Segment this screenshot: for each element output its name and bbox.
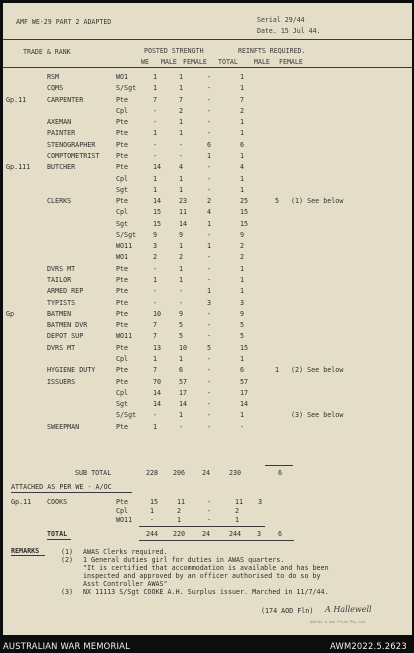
- row-female: -: [207, 118, 212, 126]
- row-female: -: [207, 231, 212, 239]
- row-male: -: [179, 423, 184, 431]
- row-total: 2: [240, 242, 245, 250]
- row-rank: Sgt: [116, 400, 129, 408]
- subtotal-rule: [265, 465, 293, 466]
- row-male: 1: [179, 118, 184, 126]
- attached-female: -: [207, 516, 212, 524]
- row-we: -: [153, 107, 158, 115]
- row-female: -: [207, 332, 212, 340]
- row-trade: BATMEN: [47, 310, 72, 318]
- row-total: 17: [240, 389, 249, 397]
- row-male: 1: [179, 73, 184, 81]
- row-total: 1: [240, 186, 245, 194]
- row-we: 14: [153, 163, 162, 171]
- row-male: 1: [179, 265, 184, 273]
- row-rank: Cpl: [116, 355, 129, 363]
- remark-number: (3): [61, 588, 74, 596]
- row-male: 17: [179, 389, 188, 397]
- row-we: 1: [153, 84, 158, 92]
- row-total: 1: [240, 355, 245, 363]
- row-female: 1: [207, 152, 212, 160]
- col-reinf-male: MALE: [254, 58, 270, 66]
- row-rank: Pte: [116, 423, 129, 431]
- row-group: Gp.11: [6, 96, 27, 104]
- row-rank: Pte: [116, 197, 129, 205]
- attached-we: 15: [150, 498, 159, 506]
- row-male: -: [179, 152, 184, 160]
- header-rule-bottom: [3, 67, 412, 68]
- row-total: 1: [240, 276, 245, 284]
- row-female: -: [207, 129, 212, 137]
- row-we: 15: [153, 208, 162, 216]
- row-we: -: [153, 411, 158, 419]
- form-title: AMF WE-29 PART 2 ADAPTED: [16, 18, 112, 26]
- row-female: -: [207, 321, 212, 329]
- row-trade: BUTCHER: [47, 163, 76, 171]
- row-we: 10: [153, 310, 162, 318]
- row-rank: S/Sgt: [116, 231, 137, 239]
- remarks-underline: [11, 555, 45, 556]
- row-male: 5: [179, 321, 184, 329]
- total-reinf-male: 3: [257, 530, 262, 538]
- total-rule-top: [139, 526, 265, 527]
- row-male: 1: [179, 276, 184, 284]
- row-trade: ISSUERS: [47, 378, 76, 386]
- row-total: 1: [240, 287, 245, 295]
- row-female: -: [207, 389, 212, 397]
- row-male: 1: [179, 129, 184, 137]
- row-we: -: [153, 118, 158, 126]
- row-total: 1: [240, 84, 245, 92]
- row-rank: Pte: [116, 141, 129, 149]
- row-total: 9: [240, 231, 245, 239]
- remark-number: (1): [61, 548, 74, 556]
- row-female: -: [207, 310, 212, 318]
- row-trade: COMPTOMETRIST: [47, 152, 100, 160]
- row-female: 4: [207, 208, 212, 216]
- row-we: 7: [153, 321, 158, 329]
- row-male: 23: [179, 197, 188, 205]
- total-male: 220: [173, 530, 186, 538]
- row-rank: Pte: [116, 321, 129, 329]
- row-female: -: [207, 107, 212, 115]
- row-total: 1: [240, 73, 245, 81]
- row-we: 1: [153, 129, 158, 137]
- row-group: Gp.111: [6, 163, 31, 171]
- row-trade: ARMED REP: [47, 287, 84, 295]
- row-male: -: [179, 299, 184, 307]
- row-we: 3: [153, 242, 158, 250]
- attached-male: 11: [177, 498, 186, 506]
- attached-female: -: [207, 507, 212, 515]
- attached-male: 2: [177, 507, 182, 515]
- col-posted-strength: POSTED STRENGTH: [144, 47, 204, 55]
- row-reinf-male: 1: [275, 366, 280, 374]
- row-rank: WO1: [116, 73, 129, 81]
- row-rank: Sgt: [116, 220, 129, 228]
- row-trade: AXEMAN: [47, 118, 72, 126]
- row-rank: Pte: [116, 276, 129, 284]
- row-total: 2: [240, 253, 245, 261]
- row-female: 1: [207, 287, 212, 295]
- row-group: Gp: [6, 310, 15, 318]
- total-label: TOTAL: [47, 530, 68, 538]
- row-female: -: [207, 186, 212, 194]
- row-total: 1: [240, 175, 245, 183]
- row-female: -: [207, 96, 212, 104]
- row-total: -: [240, 423, 245, 431]
- row-rank: WO11: [116, 332, 133, 340]
- row-we: -: [153, 152, 158, 160]
- row-female: -: [207, 378, 212, 386]
- remark-text: Asst Controller AWAS": [83, 580, 168, 588]
- subtotal-label: SUB TOTAL: [75, 469, 112, 477]
- row-male: 1: [179, 242, 184, 250]
- row-note: (1) See below: [291, 197, 344, 205]
- row-trade: SWEEPMAN: [47, 423, 80, 431]
- row-we: 14: [153, 389, 162, 397]
- row-female: 2: [207, 197, 212, 205]
- col-reinfts-required: REINFTS REQUIRED.: [238, 47, 306, 55]
- row-trade: RSM: [47, 73, 60, 81]
- row-rank: WO1: [116, 253, 129, 261]
- row-female: -: [207, 411, 212, 419]
- total-total: 244: [229, 530, 242, 538]
- row-total: 14: [240, 400, 249, 408]
- document-date: Date. 15 Jul 44.: [257, 27, 321, 35]
- row-total: 6: [240, 141, 245, 149]
- subtotal-we: 228: [146, 469, 159, 477]
- subtotal-female: 24: [202, 469, 211, 477]
- row-trade: PAINTER: [47, 129, 76, 137]
- row-total: 25: [240, 197, 249, 205]
- row-trade: STENOGRAPHER: [47, 141, 96, 149]
- row-male: 7: [179, 96, 184, 104]
- row-male: 11: [179, 208, 188, 216]
- row-trade: CLERKS: [47, 197, 72, 205]
- attached-rank: Pte: [116, 498, 129, 506]
- row-female: -: [207, 276, 212, 284]
- row-reinf-male: 5: [275, 197, 280, 205]
- row-male: 4: [179, 163, 184, 171]
- row-male: -: [179, 141, 184, 149]
- row-male: 9: [179, 310, 184, 318]
- row-trade: TAILOR: [47, 276, 72, 284]
- row-male: 9: [179, 231, 184, 239]
- row-total: 1: [240, 411, 245, 419]
- row-male: 6: [179, 366, 184, 374]
- row-male: 14: [179, 220, 188, 228]
- row-we: 1: [153, 423, 158, 431]
- row-female: -: [207, 400, 212, 408]
- row-rank: Pte: [116, 299, 129, 307]
- row-we: 15: [153, 220, 162, 228]
- attached-female: -: [207, 498, 212, 506]
- col-female: FEMALE: [183, 58, 207, 66]
- row-trade: HYGIENE DUTY: [47, 366, 96, 374]
- row-we: 1: [153, 73, 158, 81]
- row-female: -: [207, 355, 212, 363]
- row-we: 1: [153, 186, 158, 194]
- row-we: 7: [153, 366, 158, 374]
- row-male: 14: [179, 400, 188, 408]
- printer-stamp: Ashley & Son Print Pty Ltd: [310, 620, 365, 624]
- row-total: 57: [240, 378, 249, 386]
- row-total: 5: [240, 321, 245, 329]
- attached-total: 11: [235, 498, 244, 506]
- footer-accession-number: AWM2022.5.2623: [330, 641, 407, 651]
- row-we: 1: [153, 175, 158, 183]
- col-trade-rank: TRADE & RANK: [23, 48, 71, 56]
- attached-trade: COOKS: [47, 498, 68, 506]
- row-rank: Pte: [116, 96, 129, 104]
- row-trade: DEPOT SUP: [47, 332, 84, 340]
- handwritten-signature: A Hallewell: [325, 605, 372, 614]
- row-female: 1: [207, 242, 212, 250]
- row-male: -: [179, 287, 184, 295]
- row-total: 5: [240, 332, 245, 340]
- row-total: 9: [240, 310, 245, 318]
- remark-text: inspected and approved by an officer authorised to do so by: [83, 572, 321, 580]
- row-we: -: [153, 141, 158, 149]
- remarks-label: REMARKS: [11, 547, 40, 555]
- attached-group: Gp.11: [11, 498, 32, 506]
- total-rule-bottom: [139, 540, 294, 541]
- attached-total: 2: [235, 507, 240, 515]
- attached-we: -: [150, 516, 155, 524]
- row-female: 1: [207, 220, 212, 228]
- row-female: -: [207, 175, 212, 183]
- remark-number: (2): [61, 556, 74, 564]
- row-female: -: [207, 73, 212, 81]
- row-trade: TYPISTS: [47, 299, 76, 307]
- row-male: 1: [179, 175, 184, 183]
- subtotal-male: 206: [173, 469, 186, 477]
- row-total: 4: [240, 163, 245, 171]
- row-we: 2: [153, 253, 158, 261]
- row-rank: Pte: [116, 118, 129, 126]
- row-trade: CQMS: [47, 84, 64, 92]
- row-we: 14: [153, 197, 162, 205]
- attached-rank: Cpl: [116, 507, 129, 515]
- row-trade: CARPENTER: [47, 96, 84, 104]
- row-rank: Cpl: [116, 208, 129, 216]
- row-male: 2: [179, 107, 184, 115]
- row-total: 15: [240, 220, 249, 228]
- row-we: 1: [153, 355, 158, 363]
- row-male: 1: [179, 84, 184, 92]
- row-female: -: [207, 366, 212, 374]
- row-total: 6: [240, 366, 245, 374]
- row-male: 1: [179, 355, 184, 363]
- attached-reinf-male: 3: [258, 498, 263, 506]
- row-male: 10: [179, 344, 188, 352]
- row-rank: S/Sgt: [116, 84, 137, 92]
- attached-rank: WO11: [116, 516, 133, 524]
- row-male: 2: [179, 253, 184, 261]
- row-we: 7: [153, 332, 158, 340]
- row-rank: WO11: [116, 242, 133, 250]
- col-male: MALE: [161, 58, 177, 66]
- row-rank: S/Sgt: [116, 411, 137, 419]
- row-note: (2) See below: [291, 366, 344, 374]
- row-trade: DVRS MT: [47, 344, 76, 352]
- sign-block: (174 AOD Fln): [261, 607, 314, 615]
- total-we: 244: [146, 530, 159, 538]
- remark-text: "It is certified that accommodation is available and has been: [83, 564, 329, 572]
- row-we: 9: [153, 231, 158, 239]
- row-total: 3: [240, 299, 245, 307]
- row-rank: Pte: [116, 366, 129, 374]
- row-female: 5: [207, 344, 212, 352]
- row-rank: Pte: [116, 344, 129, 352]
- row-rank: Pte: [116, 378, 129, 386]
- row-total: 2: [240, 107, 245, 115]
- row-note: (3) See below: [291, 411, 344, 419]
- attached-underline: [11, 492, 132, 493]
- row-we: -: [153, 287, 158, 295]
- row-female: 3: [207, 299, 212, 307]
- col-reinf-female: FEMALE: [279, 58, 303, 66]
- row-total: 15: [240, 208, 249, 216]
- attached-male: 1: [177, 516, 182, 524]
- row-we: 70: [153, 378, 162, 386]
- row-we: -: [153, 265, 158, 273]
- row-total: 1: [240, 129, 245, 137]
- row-rank: Sgt: [116, 186, 129, 194]
- row-female: -: [207, 163, 212, 171]
- row-total: 1: [240, 152, 245, 160]
- col-total: TOTAL: [218, 58, 238, 66]
- row-female: 6: [207, 141, 212, 149]
- row-rank: Pte: [116, 152, 129, 160]
- row-female: -: [207, 265, 212, 273]
- attached-we: 1: [150, 507, 155, 515]
- row-total: 15: [240, 344, 249, 352]
- serial-number: Serial 29/44: [257, 16, 305, 24]
- total-female: 24: [202, 530, 211, 538]
- row-we: 13: [153, 344, 162, 352]
- row-rank: Pte: [116, 129, 129, 137]
- subtotal-total: 230: [229, 469, 242, 477]
- subtotal-reinf: 6: [278, 469, 283, 477]
- row-we: 1: [153, 276, 158, 284]
- row-male: 5: [179, 332, 184, 340]
- row-male: 1: [179, 186, 184, 194]
- row-rank: Pte: [116, 287, 129, 295]
- attached-total: 1: [235, 516, 240, 524]
- header-rule-top: [3, 39, 412, 40]
- total-label-underline: [47, 539, 71, 540]
- row-female: -: [207, 423, 212, 431]
- row-rank: Pte: [116, 163, 129, 171]
- total-reinf-female: 6: [278, 530, 283, 538]
- row-total: 7: [240, 96, 245, 104]
- row-rank: Cpl: [116, 107, 129, 115]
- document-page: AMF WE-29 PART 2 ADAPTED Serial 29/44 Date. 15 Jul 44. TRADE & RANK POSTED STRENGTH REINFTS REQUIRED. WE MALE FEMALE TOTAL MALE FEMALE SUB TOTAL 228 206 24 230 6 ATTACHED AS PER WE - A/OC TOTAL 244 220 24 244 3 6 REMARKS (174 AOD Fln) A Hallewell Ashley & Son Print Pty Ltd RSM WO1 1 1 - 1 CQMS S/Sgt 1 1 - 1 Gp.11 CARPENTER Pte 7 7 - 7 Cpl - 2 - 2 AXEMAN Pte - 1 - 1 PAINTER Pte 1 1 - 1 STENOGRAPHER Pte - - 6 6 COMPTOMETRIST Pte - - 1 1 Gp.111 BUTCHER Pte 14 4 - 4 Cpl 1 1 - 1 Sgt 1 1 - 1 CLERKS Pte 14 23 2 25 5 (1) See below Cpl 15 11 4 15 Sgt 15 14 1 15 S/Sgt 9 9 - 9 WO11 3 1 1 2 WO1 2 2 - 2 DVRS MT Pte - 1 - 1 TAILOR Pte 1 1 - 1 ARMED REP Pte - - 1 1 TYPISTS Pte - - 3 3 Gp BATMEN Pte 10 9 - 9 BATMEN DVR Pte 7 5 - 5 DEPOT SUP WO11 7 5 - 5 DVRS MT Pte 13 10 5 15 Cpl 1 1 - 1 HYGIENE DUTY Pte 7 6 - 6 1 (2) See below ISSUERS Pte 70 57 - 57 Cpl 14 17 - 17 Sgt 14 14 - 14 S/Sgt - 1 - 1 (3) See below SWEEPMAN Pte 1 - - - Gp.11 COOKS Pte 15 11 - 11 3 Cpl 1 2 - 2 WO11 - 1 - 1 (1) AWAS Clerks required. (2) 1 General duties girl for duties in AWAS quarters. "It is certified that accommodation is available and has been inspected and approved by an officer authorised to do so by Asst Controller AWAS" (3) NX 11113 S/Sgt COOKE A.H. Surplus issuer. Marched in 11/7/44.: [3, 3, 412, 635]
- row-we: 7: [153, 96, 158, 104]
- row-we: 14: [153, 400, 162, 408]
- row-total: 1: [240, 265, 245, 273]
- row-trade: BATMEN DVR: [47, 321, 88, 329]
- row-rank: Pte: [116, 265, 129, 273]
- row-rank: Cpl: [116, 389, 129, 397]
- remark-text: AWAS Clerks required.: [83, 548, 168, 556]
- row-we: -: [153, 299, 158, 307]
- row-female: -: [207, 253, 212, 261]
- row-rank: Pte: [116, 310, 129, 318]
- row-male: 1: [179, 411, 184, 419]
- remark-text: 1 General duties girl for duties in AWAS quarters.: [83, 556, 285, 564]
- remark-text: NX 11113 S/Sgt COOKE A.H. Surplus issuer. Marched in 11/7/44.: [83, 588, 329, 596]
- row-rank: Cpl: [116, 175, 129, 183]
- row-trade: DVRS MT: [47, 265, 76, 273]
- row-male: 57: [179, 378, 188, 386]
- row-female: -: [207, 84, 212, 92]
- footer-institution: AUSTRALIAN WAR MEMORIAL: [3, 641, 130, 651]
- attached-heading: ATTACHED AS PER WE - A/OC: [11, 483, 112, 491]
- row-total: 1: [240, 118, 245, 126]
